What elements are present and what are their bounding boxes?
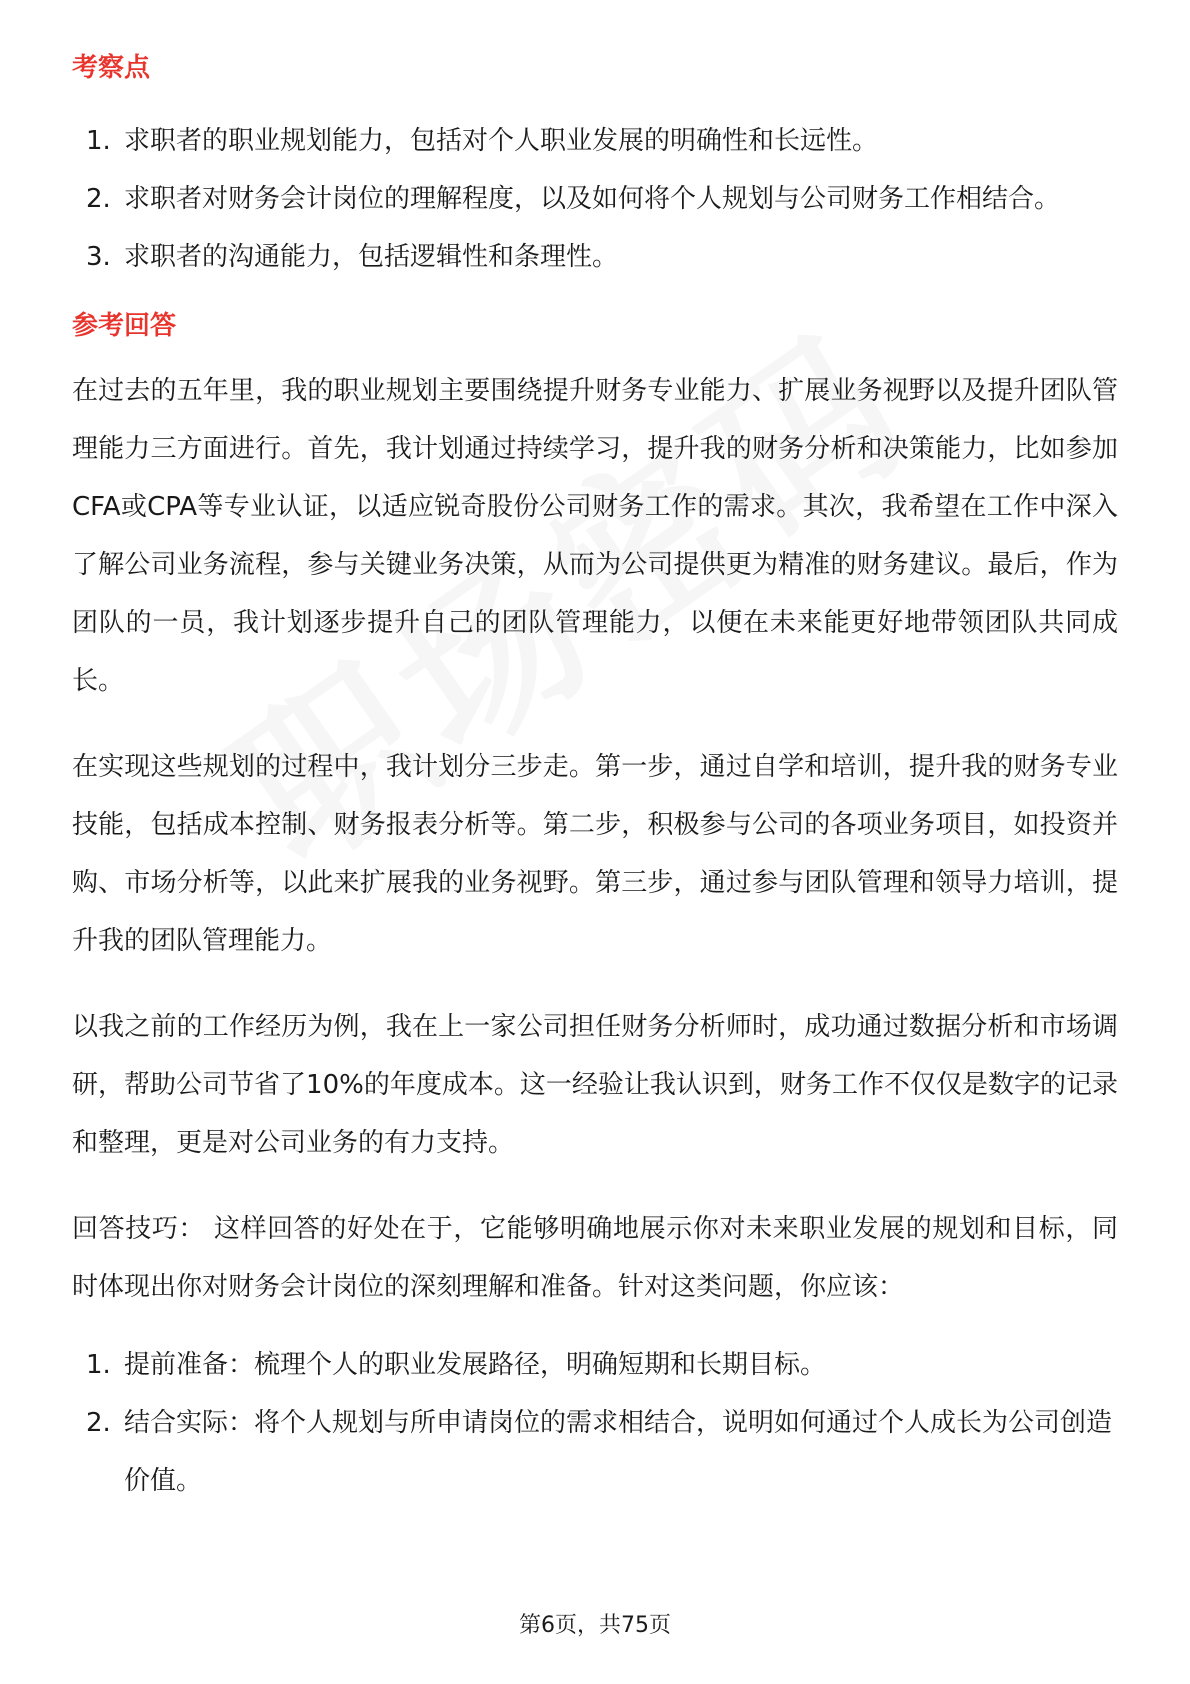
answer-tips-intro: 回答技巧： 这样回答的好处在于，它能够明确地展示你对未来职业发展的规划和目标，同时体现出你对财务会计岗位的深刻理解和准备。针对这类问题，你应该：: [72, 1214, 1118, 1302]
list-item: [72, 1336, 1118, 1394]
document-page: [72, 48, 1118, 1510]
list-item: [72, 1394, 1118, 1510]
tips-list: [72, 1336, 1118, 1510]
list-item: [72, 112, 1118, 170]
list-number: 2.: [86, 1408, 111, 1438]
list-number: 2.: [86, 184, 111, 214]
list-text: 求职者对财务会计岗位的理解程度，以及如何将个人规划与公司财务工作相结合。: [124, 184, 1061, 214]
list-number: 1.: [86, 126, 111, 156]
list-item: [72, 228, 1118, 286]
list-text: 提前准备：梳理个人的职业发展路径，明确短期和长期目标。: [124, 1350, 827, 1380]
list-number: 3.: [86, 242, 111, 272]
list-text: 求职者的沟通能力，包括逻辑性和条理性。: [124, 242, 619, 272]
list-text: 结合实际：将个人规划与所申请岗位的需求相结合，说明如何通过个人成长为公司创造价值。: [124, 1408, 1113, 1496]
assessment-list: [72, 112, 1118, 286]
section-heading-reference-answer: 参考回答: [72, 311, 177, 341]
answer-paragraph-2: 在实现这些规划的过程中，我计划分三步走。第一步，通过自学和培训，提升我的财务专业技能，包括成本控制、财务报表分析等。第二步，积极参与公司的各项业务项目，如投资并购、市场分析等，以此来扩展我的业务视野。第三步，通过参与团队管理和领导力培训，提升我的团队管理能力。: [72, 752, 1118, 956]
answer-paragraph-1: 在过去的五年里，我的职业规划主要围绕提升财务专业能力、扩展业务视野以及提升团队管理能力三方面进行。首先，我计划通过持续学习，提升我的财务分析和决策能力，比如参加CFA或CPA等专业认证，以适应锐奇股份公司财务工作的需求。其次，我希望在工作中深入了解公司业务流程，参与关键业务决策，从而为公司提供更为精准的财务建议。最后，作为团队的一员，我计划逐步提升自己的团队管理能力，以便在未来能更好地带领团队共同成长。: [72, 376, 1118, 696]
section-heading-assessment: 考察点: [72, 53, 151, 83]
page-footer: 第6页，共75页: [519, 1613, 671, 1638]
answer-paragraph-3: 以我之前的工作经历为例，我在上一家公司担任财务分析师时，成功通过数据分析和市场调研，帮助公司节省了10%的年度成本。这一经验让我认识到，财务工作不仅仅是数字的记录和整理，更是对公司业务的有力支持。: [72, 1012, 1118, 1158]
list-text: 求职者的职业规划能力，包括对个人职业发展的明确性和长远性。: [124, 126, 879, 156]
list-number: 1.: [86, 1350, 111, 1380]
list-item: [72, 170, 1118, 228]
